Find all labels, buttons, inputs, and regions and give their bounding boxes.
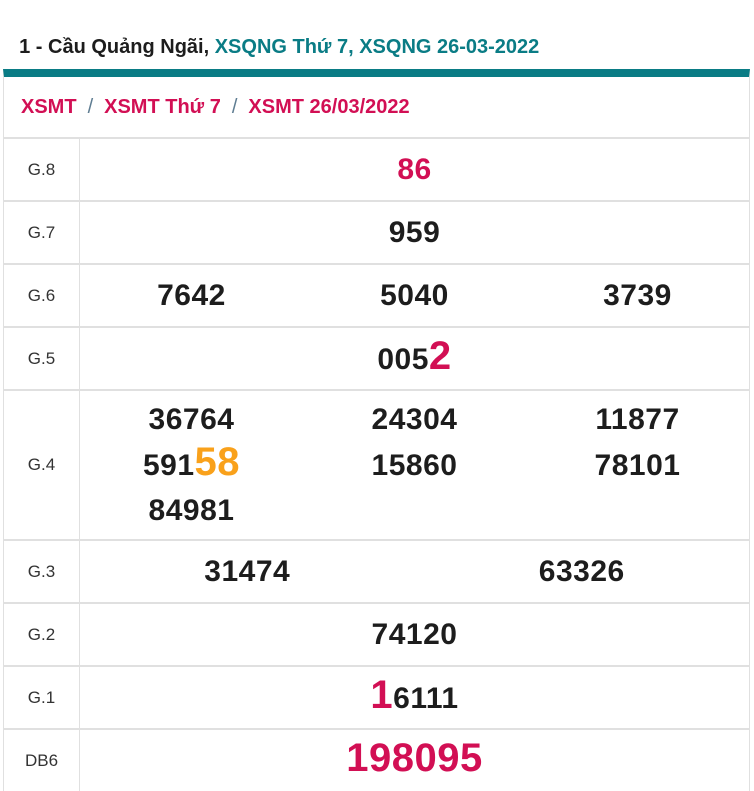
prize-label: G.5	[4, 328, 80, 389]
digits: 15860	[371, 448, 458, 482]
prize-label: G.2	[4, 604, 80, 665]
breadcrumb-link[interactable]: XSMT 26/03/2022	[248, 95, 410, 118]
prize-values	[80, 139, 749, 200]
prize-values	[80, 667, 749, 728]
prize-label: G.6	[4, 265, 80, 326]
results-panel	[3, 69, 750, 791]
prize-values	[80, 391, 749, 539]
prize-label: G.4	[4, 391, 80, 539]
breadcrumb	[4, 77, 749, 139]
highlight-digits: 58	[194, 440, 241, 484]
breadcrumb-link[interactable]: XSMT Thứ 7	[104, 95, 221, 118]
digits: 6111	[393, 681, 459, 715]
highlight-digits: 198095	[346, 735, 483, 780]
prize-row-g5	[4, 328, 749, 391]
digits: 36764	[148, 403, 235, 436]
prize-row-g4	[4, 391, 749, 541]
digits: 24304	[371, 403, 458, 436]
page-title	[0, 0, 754, 69]
prize-row-g7	[4, 202, 749, 265]
prize-number	[80, 735, 749, 784]
prize-number	[526, 273, 749, 318]
digits: 31474	[204, 555, 291, 588]
highlight-digits: 1	[370, 672, 394, 717]
page-title-draw-link[interactable]: XSQNG Thứ 7, XSQNG 26-03-2022	[214, 36, 540, 58]
prize-number	[80, 333, 749, 382]
prize-number	[80, 612, 749, 657]
digits: 591	[142, 449, 195, 482]
prize-number	[303, 443, 526, 488]
prize-number	[415, 549, 750, 594]
breadcrumb-separator: /	[231, 95, 238, 118]
results-table	[4, 139, 749, 791]
digits: 7642	[157, 279, 226, 312]
prize-number	[80, 273, 303, 318]
digits: 005	[377, 342, 429, 376]
prize-number	[80, 488, 303, 533]
prize-values	[80, 730, 749, 791]
prize-row-g3	[4, 541, 749, 604]
highlight-digits: 86	[397, 153, 432, 186]
prize-values	[80, 202, 749, 263]
digits: 5040	[380, 279, 449, 312]
prize-label: G.1	[4, 667, 80, 728]
prize-row-db6	[4, 730, 749, 791]
prize-number	[80, 672, 749, 721]
digits: 959	[388, 216, 441, 249]
digits: 63326	[538, 555, 625, 588]
prize-number	[526, 443, 749, 488]
digits: 84981	[148, 494, 235, 527]
prize-label: G.8	[4, 139, 80, 200]
breadcrumb-separator: /	[87, 95, 94, 118]
digits: 78101	[594, 448, 681, 482]
prize-number	[80, 442, 303, 488]
prize-number	[80, 147, 749, 192]
prize-number	[303, 397, 526, 442]
prize-label: G.7	[4, 202, 80, 263]
prize-row-g8	[4, 139, 749, 202]
breadcrumb-link[interactable]: XSMT	[21, 95, 77, 118]
prize-number	[80, 397, 303, 442]
prize-values	[80, 265, 749, 326]
prize-row-g6	[4, 265, 749, 328]
prize-row-g1	[4, 667, 749, 730]
prize-number	[80, 549, 415, 594]
prize-label: DB6	[4, 730, 80, 791]
digits: 11877	[595, 403, 680, 436]
highlight-digits: 2	[428, 333, 452, 378]
digits: 74120	[371, 618, 458, 651]
page-title-station: 1 - Cầu Quảng Ngãi,	[19, 36, 215, 58]
prize-row-g2	[4, 604, 749, 667]
prize-values	[80, 328, 749, 389]
prize-number	[526, 397, 749, 442]
prize-label: G.3	[4, 541, 80, 602]
prize-values	[80, 604, 749, 665]
digits: 3739	[603, 279, 672, 312]
prize-values	[80, 541, 749, 602]
prize-number	[80, 210, 749, 255]
prize-number	[303, 273, 526, 318]
